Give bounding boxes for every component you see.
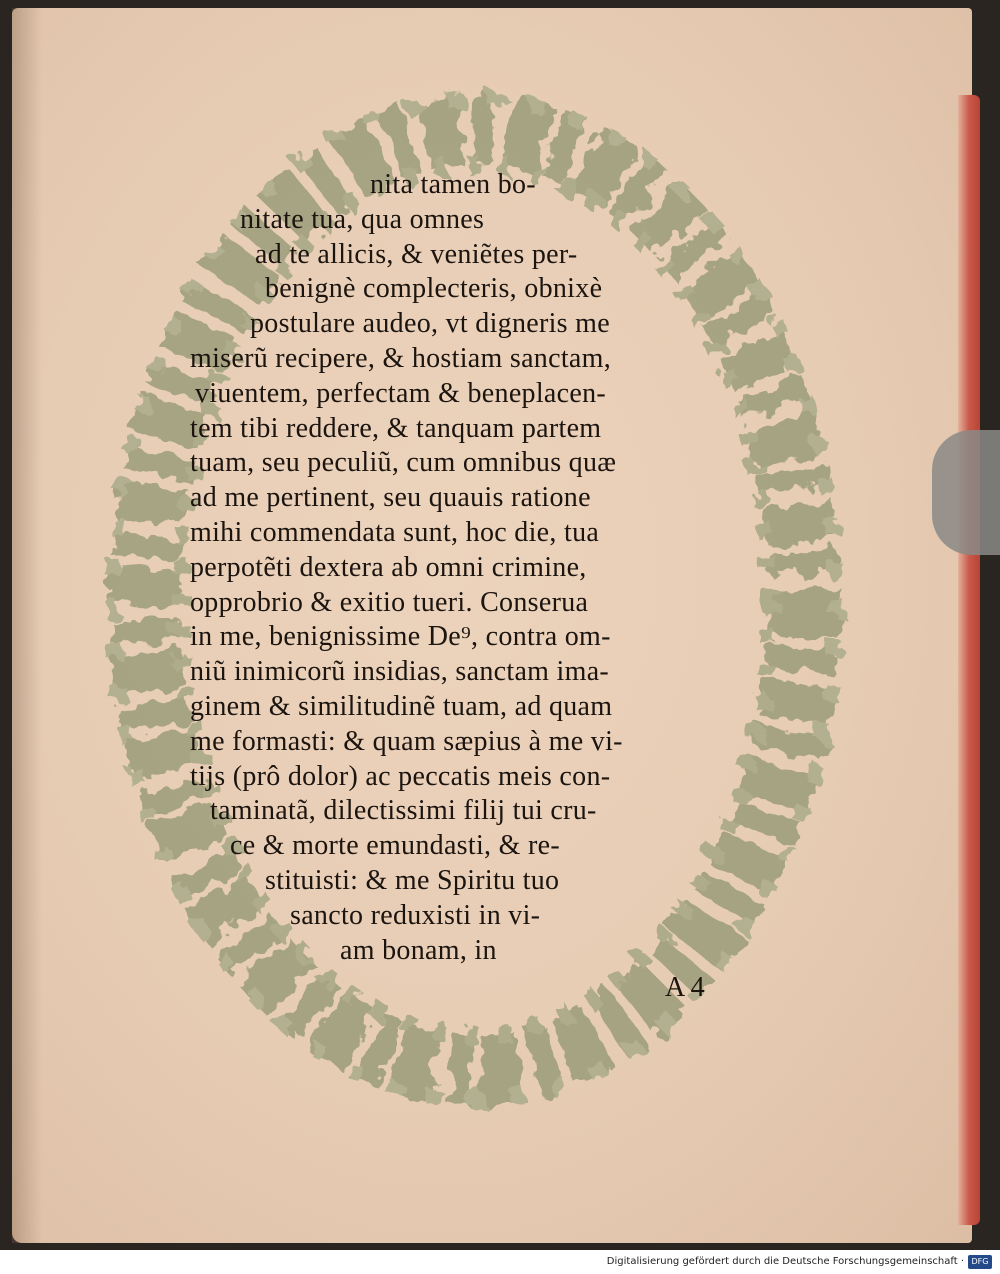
text-line: niũ inimicorũ insidias, sanctam ima- xyxy=(190,656,610,688)
dfg-logo: DFG xyxy=(968,1255,992,1269)
bookmark-tab xyxy=(932,430,1000,555)
text-line: opprobrio & exitio tueri. Conserua xyxy=(190,586,589,618)
text-line: am bonam, in xyxy=(340,934,497,966)
text-line: tuam, seu peculiũ, cum omnibus quæ xyxy=(190,447,617,479)
signature-mark: A 4 xyxy=(665,972,705,1003)
text-line: miserũ recipere, & hostiam sanctam, xyxy=(190,342,612,374)
text-line: nitate tua, qua omnes xyxy=(240,203,485,235)
text-line: benignè complecteris, obnixè xyxy=(265,273,603,305)
latin-prayer-text xyxy=(175,168,755,968)
text-line: sancto reduxisti in vi- xyxy=(290,899,541,931)
gutter-shadow xyxy=(12,8,42,1243)
red-page-edge xyxy=(958,95,980,1225)
text-line: ce & morte emundasti, & re- xyxy=(230,830,560,862)
text-line: in me, benignissime De⁹, contra om- xyxy=(190,621,611,653)
text-line: ginem & similitudinẽ tuam, ad quam xyxy=(190,690,613,722)
text-line: perpotẽti dextera ab omni crimine, xyxy=(190,551,587,583)
text-line: tem tibi reddere, & tanquam partem xyxy=(190,412,602,444)
text-line: tijs (prô dolor) ac peccatis meis con- xyxy=(190,760,611,792)
text-line: ad te allicis, & veniẽtes per- xyxy=(255,238,578,270)
text-line: taminatã, dilectissimi filij tui cru- xyxy=(210,795,597,827)
text-line: stituisti: & me Spiritu tuo xyxy=(265,864,560,896)
text-line: mihi commendata sunt, hoc die, tua xyxy=(190,516,600,548)
text-line: nita tamen bo- xyxy=(370,169,536,200)
text-line: me formasti: & quam sæpius à me vi- xyxy=(190,725,623,757)
text-line: viuentem, perfectam & beneplacen- xyxy=(195,377,607,409)
footer-credit: Digitalisierung gefördert durch die Deutsche Forschungsgemeinschaft · xyxy=(606,1256,964,1267)
text-line: ad me pertinent, seu quauis ratione xyxy=(190,482,591,514)
text-line: postulare audeo, vt digneris me xyxy=(250,308,610,340)
